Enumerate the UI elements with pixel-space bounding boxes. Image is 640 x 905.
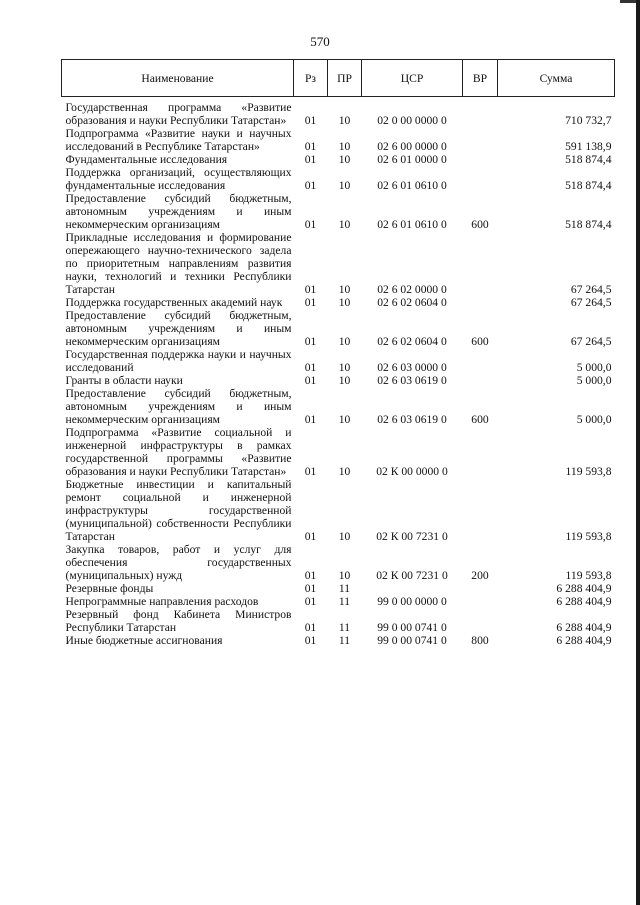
table-row	[62, 192, 615, 231]
header-sum: Сумма	[498, 60, 615, 97]
cell-vr	[463, 296, 498, 309]
cell-rz: 01	[304, 621, 317, 634]
cell-name: Поддержка государственных академий наук	[65, 296, 283, 309]
budget-table	[61, 59, 615, 647]
cell-name: Резервный фонд Кабинета Министров Республики Татарстан	[65, 608, 292, 634]
table-row	[62, 374, 615, 387]
cell-csr: 02 6 02 0000 0	[377, 283, 447, 296]
cell-rz: 01	[304, 218, 317, 231]
cell-sum: 67 264,5	[570, 335, 612, 348]
cell-vr	[463, 348, 498, 374]
cell-pr: 10	[338, 283, 351, 296]
cell-sum: 518 874,4	[565, 218, 612, 231]
table-row	[62, 608, 615, 634]
header-csr: ЦСР	[362, 60, 463, 97]
cell-pr: 10	[338, 569, 351, 582]
header-rz: Рз	[294, 60, 328, 97]
table-row	[62, 296, 615, 309]
cell-rz: 01	[304, 140, 317, 153]
cell-rz: 01	[304, 179, 317, 192]
table-row	[62, 478, 615, 543]
cell-name: Государственная поддержка науки и научных исследований	[65, 348, 292, 374]
cell-csr: 02 6 01 0000 0	[377, 153, 447, 166]
cell-pr: 10	[338, 140, 351, 153]
cell-pr: 10	[338, 374, 351, 387]
cell-sum: 6 288 404,9	[556, 582, 612, 595]
cell-csr: 02 6 01 0610 0	[377, 218, 447, 231]
table-row	[62, 595, 615, 608]
cell-rz: 01	[304, 374, 317, 387]
cell-rz: 01	[304, 465, 317, 478]
cell-csr: 02 К 00 7231 0	[376, 569, 448, 582]
cell-name: Предоставление субсидий бюджетным, автономным учреждениям и иным некоммерческим организациям	[65, 387, 292, 426]
scan-mark	[620, 0, 636, 3]
cell-vr	[463, 127, 498, 153]
cell-sum: 5 000,0	[576, 374, 612, 387]
cell-name: Прикладные исследования и формирование опережающего научно-технического задела по приоритетным направлениям развития науки, технологий и техники Республики Татарстан	[65, 231, 292, 296]
cell-pr: 10	[338, 465, 351, 478]
cell-name: Поддержка организаций, осуществляющих фундаментальные исследования	[65, 166, 292, 192]
cell-vr: 600	[471, 335, 489, 348]
cell-sum: 119 593,8	[565, 569, 612, 582]
cell-vr	[463, 595, 498, 608]
cell-rz: 01	[304, 413, 317, 426]
cell-pr: 10	[338, 218, 351, 231]
cell-rz: 01	[304, 283, 317, 296]
cell-csr: 99 0 00 0741 0	[377, 634, 447, 647]
cell-vr	[463, 478, 498, 543]
table-body	[62, 97, 615, 648]
cell-rz: 01	[304, 530, 317, 543]
cell-sum: 710 732,7	[565, 114, 612, 127]
table-row	[62, 634, 615, 647]
cell-name: Государственная программа «Развитие образования и науки Республики Татарстан»	[65, 101, 292, 127]
cell-sum: 119 593,8	[565, 465, 612, 478]
cell-name: Бюджетные инвестиции и капитальный ремонт социальной и инженерной инфраструктуры государственной (муниципальной) собственности Республики Татарстан	[65, 478, 292, 543]
cell-rz: 01	[304, 296, 317, 309]
cell-name: Гранты в области науки	[65, 374, 183, 387]
cell-vr: 200	[471, 569, 489, 582]
cell-pr: 11	[338, 634, 351, 647]
cell-csr: 02 6 02 0604 0	[377, 296, 447, 309]
header-name: Наименование	[62, 60, 294, 97]
table-row	[62, 101, 615, 127]
cell-rz: 01	[304, 595, 317, 608]
cell-vr	[463, 426, 498, 478]
cell-pr: 10	[338, 153, 351, 166]
cell-csr: 99 0 00 0000 0	[377, 595, 447, 608]
cell-pr: 10	[338, 114, 351, 127]
cell-vr: 600	[471, 413, 489, 426]
table-row	[62, 309, 615, 348]
page-number: 570	[310, 34, 330, 49]
cell-name: Предоставление субсидий бюджетным, автономным учреждениям и иным некоммерческим организациям	[65, 309, 292, 348]
cell-vr	[463, 153, 498, 166]
cell-name: Подпрограмма «Развитие социальной и инженерной инфраструктуры в рамках государственной программы «Развитие образования и науки Республики Татарстан»	[65, 426, 292, 478]
cell-rz: 01	[304, 569, 317, 582]
cell-vr	[463, 231, 498, 296]
table-row	[62, 166, 615, 192]
cell-sum: 67 264,5	[570, 296, 612, 309]
header-vr: ВР	[463, 60, 498, 97]
cell-pr: 10	[338, 296, 351, 309]
table-row	[62, 231, 615, 296]
cell-name: Предоставление субсидий бюджетным, автономным учреждениям и иным некоммерческим организациям	[65, 192, 292, 231]
cell-sum: 518 874,4	[565, 179, 612, 192]
cell-csr: 02 К 00 7231 0	[376, 530, 448, 543]
table-row	[62, 543, 615, 582]
cell-rz: 01	[304, 361, 317, 374]
cell-csr: 02 0 00 0000 0	[377, 114, 447, 127]
cell-pr: 10	[338, 335, 351, 348]
cell-pr: 11	[338, 595, 351, 608]
table-row	[62, 127, 615, 153]
cell-pr: 10	[338, 413, 351, 426]
cell-vr	[463, 608, 498, 634]
cell-sum: 591 138,9	[565, 140, 612, 153]
cell-rz: 01	[304, 335, 317, 348]
cell-name: Фундаментальные исследования	[65, 153, 228, 166]
cell-sum: 5 000,0	[576, 361, 612, 374]
cell-sum: 518 874,4	[565, 153, 612, 166]
cell-pr: 11	[338, 582, 351, 595]
cell-vr	[463, 101, 498, 127]
cell-name: Подпрограмма «Развитие науки и научных исследований в Республике Татарстан»	[65, 127, 292, 153]
cell-name: Резервные фонды	[65, 582, 154, 595]
cell-pr: 10	[338, 530, 351, 543]
cell-csr	[362, 582, 463, 595]
cell-vr	[463, 582, 498, 595]
cell-csr: 02 6 03 0000 0	[377, 361, 447, 374]
cell-csr: 02 6 01 0610 0	[377, 179, 447, 192]
cell-rz: 01	[304, 634, 317, 647]
cell-sum: 5 000,0	[576, 413, 612, 426]
table-header	[62, 60, 615, 97]
table-row	[62, 582, 615, 595]
cell-sum: 67 264,5	[570, 283, 612, 296]
cell-csr: 02 6 03 0619 0	[377, 374, 447, 387]
cell-pr: 11	[338, 621, 351, 634]
cell-rz: 01	[304, 153, 317, 166]
table-row	[62, 348, 615, 374]
cell-name: Непрограммные направления расходов	[65, 595, 259, 608]
table-row	[62, 426, 615, 478]
cell-rz: 01	[304, 114, 317, 127]
cell-csr: 02 6 02 0604 0	[377, 335, 447, 348]
table-row	[62, 153, 615, 166]
cell-csr: 02 6 00 0000 0	[377, 140, 447, 153]
cell-vr	[463, 374, 498, 387]
cell-csr: 02 К 00 0000 0	[376, 465, 448, 478]
scan-edge	[636, 0, 640, 905]
cell-rz: 01	[304, 582, 317, 595]
cell-pr: 10	[338, 361, 351, 374]
cell-sum: 119 593,8	[565, 530, 612, 543]
cell-pr: 10	[338, 179, 351, 192]
cell-sum: 6 288 404,9	[556, 595, 612, 608]
cell-name: Закупка товаров, работ и услуг для обеспечения государственных (муниципальных) нужд	[65, 543, 292, 582]
cell-vr: 600	[471, 218, 489, 231]
cell-sum: 6 288 404,9	[556, 621, 612, 634]
cell-csr: 02 6 03 0619 0	[377, 413, 447, 426]
table-row	[62, 387, 615, 426]
cell-name: Иные бюджетные ассигнования	[65, 634, 223, 647]
header-pr: ПР	[328, 60, 362, 97]
cell-vr	[463, 166, 498, 192]
cell-sum: 6 288 404,9	[556, 634, 612, 647]
cell-csr: 99 0 00 0741 0	[377, 621, 447, 634]
cell-vr: 800	[471, 634, 489, 647]
